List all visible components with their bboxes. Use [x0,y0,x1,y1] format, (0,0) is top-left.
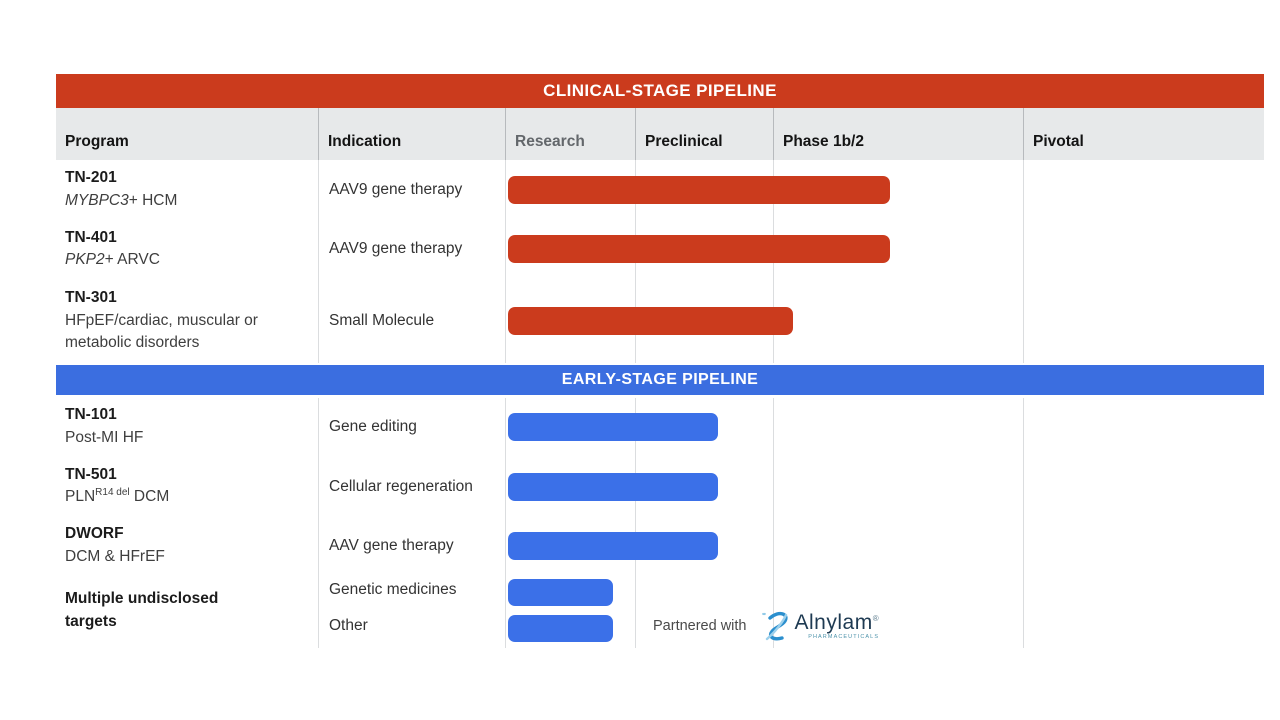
indication-label: Cellular regeneration [329,477,473,495]
program-name: TN-501 [65,465,117,483]
column-header-program: Program [65,133,129,150]
program-cell [56,573,318,648]
indication-label-2: Other [329,617,368,634]
indication-cell [318,279,505,363]
program-name: TN-201 [65,169,117,187]
stage-cell [505,455,1264,518]
alnylam-swirl-icon [757,608,795,644]
stage-bar [508,532,718,560]
indication-cell [318,518,505,573]
program-name: Multiple undisclosed targets [65,590,219,630]
stage-cell [505,219,1264,279]
early-stage-banner [56,365,1264,395]
program-cell [56,279,318,363]
indication-label: Small Molecule [329,312,435,329]
program-subtitle [65,310,270,355]
program-cell [56,518,318,573]
program-subtitle-superscript: R14 del [95,487,130,499]
indication-cell [318,160,505,219]
program-subtitle-text: + ARVC [104,251,160,268]
indication-label: AAV9 gene therapy [329,180,463,198]
program-subtitle-text: Post-MI HF [65,428,144,446]
indication-cell [318,455,505,518]
stage-bar [508,235,890,263]
registered-mark: ® [872,614,880,623]
program-name: TN-301 [65,289,117,307]
indication-label: Gene editing [329,417,417,435]
table-row-tn401 [56,219,1264,279]
clinical-section [56,160,1264,363]
stage-cell [505,160,1264,219]
program-subtitle-text: DCM [129,488,170,506]
indication-label: AAV gene therapy [329,536,454,554]
partnered-with-label: Partnered with [653,618,747,634]
program-name: TN-401 [65,228,117,246]
column-header-research: Research [505,108,635,160]
stage-bar [508,473,718,501]
table-row-tn301 [56,279,1264,363]
early-section [56,398,1264,648]
program-subtitle [65,486,270,509]
program-subtitle [65,249,270,271]
column-divider [318,398,319,648]
program-subtitle-text: HFpEF/cardiac, muscular or metabolic disorders [65,311,258,352]
indication-label: Genetic medicines [329,581,457,598]
program-subtitle-text: + HCM [128,191,178,209]
stage-bar [508,615,613,642]
pipeline-table [56,74,1264,648]
alnylam-wordmark [795,612,880,641]
indication-label: AAV9 gene therapy [329,240,463,257]
alnylam-name: Alnylam [794,611,873,634]
program-cell [56,455,318,518]
program-subtitle-text: DCM & HFrEF [65,547,165,565]
stage-bar [508,579,613,606]
alnylam-pharmaceuticals-label: PHARMACEUTICALS [808,634,880,640]
indication-cell [318,398,505,455]
clinical-stage-banner [56,74,1264,108]
program-cell [56,219,318,279]
gene-name: PKP2 [65,251,105,268]
stage-cell [505,573,1264,648]
table-row-dworf [56,518,1264,573]
clinical-stage-banner-title: CLINICAL-STAGE PIPELINE [543,81,777,100]
indication-cell [318,219,505,279]
program-name: DWORF [65,525,124,543]
indication-cell [318,573,505,648]
column-header-indication: Indication [318,108,505,160]
program-cell [56,398,318,455]
table-row-tn101 [56,398,1264,455]
stage-bar [508,413,718,441]
column-header-preclinical: Preclinical [635,108,773,160]
table-row-undisclosed [56,573,1264,648]
stage-bar [508,176,890,204]
early-stage-banner-title: EARLY-STAGE PIPELINE [561,371,759,388]
program-cell [56,160,318,219]
stage-cell [505,398,1264,455]
program-name: TN-101 [65,406,117,424]
stage-cell [505,518,1264,573]
table-row-tn201 [56,160,1264,219]
partnered-with-block [653,608,879,644]
program-subtitle [65,190,270,212]
stage-cell [505,279,1264,363]
program-subtitle [65,427,270,449]
column-header-phase1b2: Phase 1b/2 [773,108,1023,160]
column-header-pivotal: Pivotal [1023,108,1264,160]
program-subtitle-pre: PLN [65,488,96,506]
program-subtitle [65,546,270,568]
gene-name: MYBPC3 [65,191,129,209]
table-row-tn501 [56,455,1264,518]
column-header-row [56,108,1264,160]
alnylam-logo [757,608,880,644]
stage-bar [508,307,793,335]
column-divider [318,160,319,363]
